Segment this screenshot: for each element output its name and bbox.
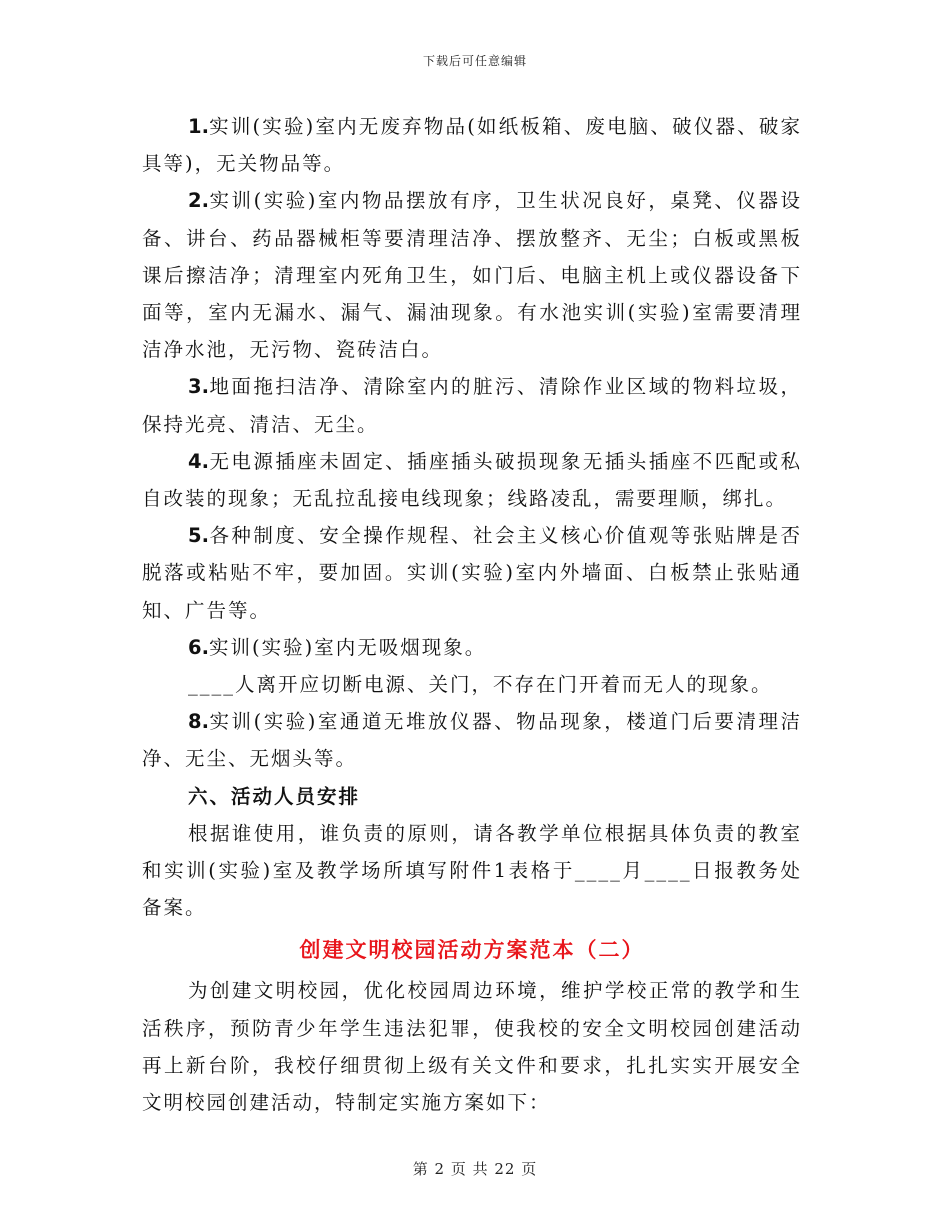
item-text: 地面拖扫洁净、清除室内的脏污、清除作业区域的物料垃圾，保持光亮、清洁、无尘。 xyxy=(142,375,802,436)
item-number: 8. xyxy=(188,710,209,734)
item-number: 5. xyxy=(188,524,209,548)
list-item xyxy=(142,629,802,666)
item-text: ____人离开应切断电源、关门，不存在门开着而无人的现象。 xyxy=(188,673,773,697)
list-item xyxy=(142,443,802,517)
part-title: 创建文明校园活动方案范本（二） xyxy=(299,938,645,963)
item-text: 无电源插座未固定、插座插头破损现象无插头插座不匹配或私自改装的现象；无乱拉乱接电线现象；线路凌乱，需要理顺，绑扎。 xyxy=(142,449,802,511)
item-number: 4. xyxy=(188,449,209,473)
item-number: 2. xyxy=(188,189,209,213)
item-number: 6. xyxy=(188,635,209,659)
list-item xyxy=(142,666,802,703)
item-number: 1. xyxy=(188,115,209,138)
list-item xyxy=(142,182,802,368)
list-item xyxy=(142,703,802,777)
item-text: 实训(实验)室内物品摆放有序，卫生状况良好，桌凳、仪器设备、讲台、药品器械柜等要清理洁净、摆放整齐、无尘；白板或黑板课后擦洁净；清理室内死角卫生，如门后、电脑主机上或仪器设备下面等，室内无漏水、漏气、漏油现象。有水池实训(实验)室需要清理洁净水池，无污物、瓷砖洁白。 xyxy=(142,189,802,362)
list-item xyxy=(142,517,802,629)
section-body: 根据谁使用，谁负责的原则，请各教学单位根据具体负责的教室和实训(实验)室及教学场所填写附件1表格于____月____日报教务处备案。 xyxy=(142,821,802,920)
item-text: 实训(实验)室通道无堆放仪器、物品现象，楼道门后要清理洁净、无尘、无烟头等。 xyxy=(142,710,802,771)
section-heading: 六、活动人员安排 xyxy=(188,784,361,808)
item-text: 各种制度、安全操作规程、社会主义核心价值观等张贴牌是否脱落或粘贴不牢，要加固。实训(实验)室内外墙面、白板禁止张贴通知、广告等。 xyxy=(142,524,802,622)
item-number: 3. xyxy=(188,375,209,399)
list-item xyxy=(142,108,802,182)
list-item xyxy=(142,368,802,442)
page-footer: 第 2 页 共 22 页 xyxy=(412,1160,538,1178)
item-text: 实训(实验)室内无废弃物品(如纸板箱、废电脑、破仪器、破家具等)，无关物品等。 xyxy=(142,115,802,176)
page-header: 下载后可任意编辑 xyxy=(422,54,527,68)
part-intro: 为创建文明校园，优化校园周边环境，维护学校正常的教学和生活秩序，预防青少年学生违法犯罪，使我校的安全文明校园创建活动再上新台阶，我校仔细贯彻上级有关文件和要求，扎扎实实开展安全文明校园创建活动，特制定实施方案如下： xyxy=(142,979,802,1115)
item-text: 实训(实验)室内无吸烟现象。 xyxy=(208,635,487,659)
document-body xyxy=(142,108,802,1121)
